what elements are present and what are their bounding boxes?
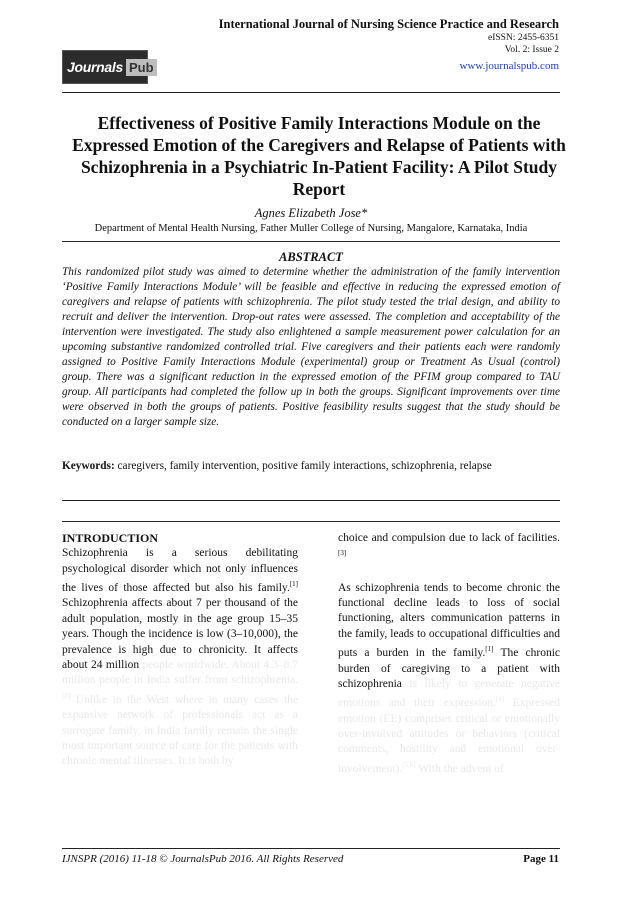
intro-paragraph <box>62 546 298 769</box>
abstract-text: This randomized pilot study was aimed to determine whether the administration of the family intervention ‘Positive Family Interactions Module’ will be feasible and effective in reducing the expressed emotion of caregivers and relapse of patients with schizophrenia. The pilot study tested the trial design, and ability to recruit and deliver the intervention. Drop-out rates were assessed. The completion and acceptability of the intervention were investigated. The study also enlightened a sample measurement power calculation for an upcoming substantive randomized controlled trial. Five caregivers and their patients each were randomly assigned to Positive Family Interactions Module (experimental) group or Treatment As Usual (control) group. There was a significant reduction in the expressed emotion of the PFIM group compared to TAU group. All participants had completed the follow up in both the groups. Significant improvements over time were observed in both the groups of patients. Positive feasibility results suggest that the study should be conducted on a larger sample size. <box>62 266 560 428</box>
right-text-faded-1: is likely to generate negative emotions and their expression. <box>338 677 560 710</box>
eissn: eISSN: 2455-6351 <box>488 33 559 43</box>
right-text-3: The chronic burden of caregiving to a patient with schizophrenia <box>338 647 560 690</box>
keywords <box>62 458 560 474</box>
keywords-label: Keywords: <box>62 460 115 472</box>
footer-citation: IJNSPR (2016) 11-18 © JournalsPub 2016. All Rights Reserved <box>62 853 344 865</box>
abstract-top-rule <box>62 241 560 242</box>
left-column <box>62 531 298 770</box>
right-text-1: choice and compulsion due to lack of facilities. <box>338 532 560 544</box>
journalspub-logo <box>62 50 154 84</box>
author: Agnes Elizabeth Jose* <box>254 206 368 220</box>
right-paragraph-1 <box>338 531 560 566</box>
intro-text-faded-1: people worldwide. About 4.3–8.7 million people in India suffer from schizophrenia. <box>62 659 299 687</box>
citation-ref: [4] <box>495 695 505 704</box>
intro-text-faded-2: Unlike in the West where in many cases the expansive network of professionals act as a surrogate family, in India family remain the single most important source of care for the patients with chronic mental illnesses. It is both by <box>62 693 298 768</box>
volume-issue: Vol. 2: Issue 2 <box>504 45 559 55</box>
citation-ref: [1] <box>485 645 494 654</box>
citation-ref: [5,6] <box>402 760 416 769</box>
logo-text-pub: Pub <box>126 59 157 76</box>
citation-ref: [2] <box>62 691 71 700</box>
introduction-heading: INTRODUCTION <box>62 531 159 545</box>
right-text-2: As schizophrenia tends to become chronic the functional decline leads to loss of social functioning, alters communication patterns in the family, leads to occupational difficulties and puts a burden in the family. <box>338 581 560 660</box>
intro-text-2: Schizophrenia affects about 7 per thousand of the adult population, mostly in the age group 15–35 years. Though the incidence is low (3–10,000), the prevalence is high due to chronicity. It affects about 24 million <box>62 597 298 672</box>
header-divider <box>62 92 560 93</box>
journal-header <box>219 16 559 74</box>
right-column <box>338 531 560 777</box>
citation-ref: [3] <box>338 549 347 558</box>
keywords-list: caregivers, family intervention, positive family interactions, schizophrenia, relapse <box>117 460 492 472</box>
abstract-heading: ABSTRACT <box>279 250 343 264</box>
citation-ref: [1] <box>289 580 298 589</box>
logo-text-journals: Journals <box>67 59 123 75</box>
journal-title: International Journal of Nursing Science Practice and Research <box>218 17 559 31</box>
right-paragraph-2 <box>338 581 560 777</box>
journal-url-link[interactable]: www.journalspub.com <box>459 60 559 72</box>
page-number: Page 11 <box>523 853 559 865</box>
intro-text-1: Schizophrenia is a serious debilitating psychological disorder which not only influences the lives of those affected but also his family. <box>62 547 298 595</box>
article-title: Effectiveness of Positive Family Interactions Module on the Expressed Emotion of the Caregivers and Relapse of Patients with Schizophrenia in a Psychiatric In-Patient Facility: A Pilot Study Report <box>72 113 566 199</box>
keywords-bottom-rule <box>62 500 560 501</box>
right-text-faded-3: With the advent of <box>415 762 504 775</box>
body-top-rule <box>62 521 560 522</box>
affiliation: Department of Mental Health Nursing, Father Muller College of Nursing, Mangalore, Karnataka, India <box>94 223 528 234</box>
right-text-faded-2: Expressed emotion (EE) comprises critical or emotionally over-involved attitudes or behaviors (critical comments, hostility and emotional over-involvement). <box>338 697 561 775</box>
footer-rule <box>62 848 560 849</box>
